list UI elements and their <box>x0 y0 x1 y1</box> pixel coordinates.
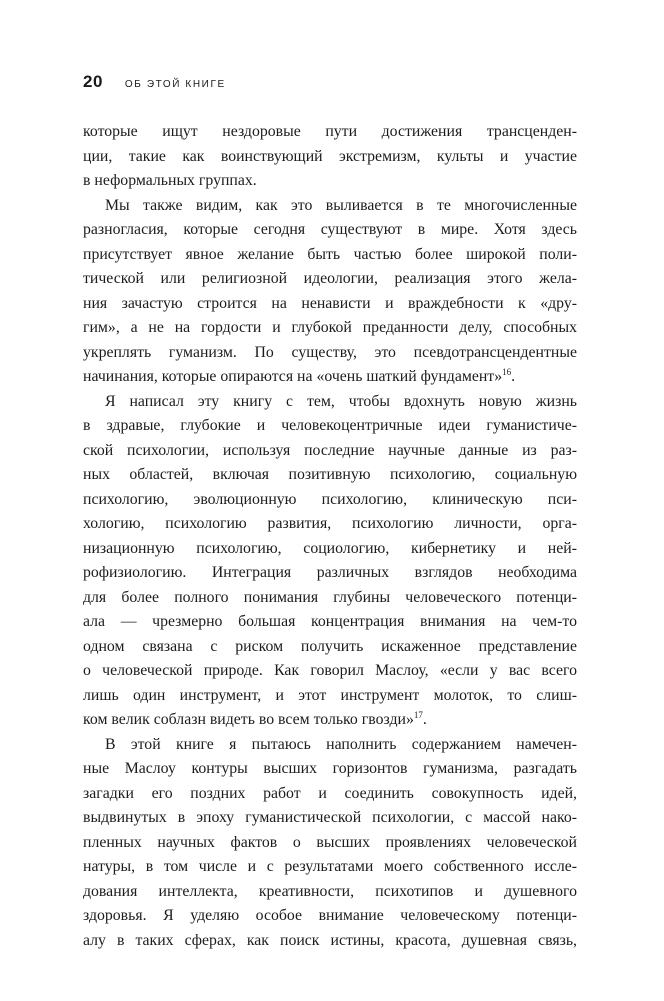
running-head <box>83 72 226 92</box>
text-line: психологию, эволюционную психологию, клиническую пси- <box>83 490 577 508</box>
text-line-content: ком велик соблазн видеть во всем только гвозди» <box>83 711 414 728</box>
text-line <box>83 365 577 390</box>
text-line: которые ищут нездоровые пути достижения трансценден- <box>83 123 577 140</box>
text-line <box>83 708 577 733</box>
text-line-tail: . <box>422 711 427 728</box>
text-line: пленных научных фактов о высших проявлениях человеческой <box>83 833 577 851</box>
paragraph-2 <box>83 194 577 390</box>
footnote-ref-16[interactable]: 16 <box>502 367 512 377</box>
text-line: укреплять гуманизм. По существу, это псевдотрансцендентные <box>83 343 577 361</box>
text-line: Я написал эту книгу с тем, чтобы вдохнуть новую жизнь <box>105 392 577 410</box>
text-line: присутствует явное желание быть частью более широкой поли- <box>83 245 577 263</box>
text-line-tail: . <box>511 368 516 385</box>
footnote-ref-17[interactable]: 17 <box>413 710 423 720</box>
text-line: выдвинутых в эпоху гуманистической психологии, с массой нако- <box>83 809 577 826</box>
text-line: лишь один инструмент, и этот инструмент молоток, то слиш- <box>83 686 577 704</box>
text-line: гим», а не на гордости и глубокой преданности делу, способных <box>83 319 577 336</box>
text-line: разногласия, которые сегодня существуют в мире. Хотя здесь <box>83 221 577 238</box>
text-line: в здравые, глубокие и человекоцентричные идеи гуманистиче- <box>83 417 577 434</box>
text-line: ала — чрезмерно большая концентрация внимания на чем-то <box>83 613 577 630</box>
body-text <box>83 120 577 953</box>
text-line: дования интеллекта, креативности, психотипов и душевного <box>83 882 577 900</box>
text-line: ской психологии, используя последние научные данные из раз- <box>83 441 577 459</box>
text-line: для более полного понимания глубины человеческого потенци- <box>83 588 577 606</box>
text-line: загадки его поздних работ и соединить совокупность идей, <box>83 784 577 802</box>
page-number: 20 <box>83 72 103 91</box>
text-line: в неформальных группах. <box>83 172 257 189</box>
text-line: натуры, в том числе и с результатами моего собственного иссле- <box>83 858 577 875</box>
paragraph-3 <box>83 390 577 733</box>
paragraph-4 <box>83 733 577 954</box>
text-line: ния зачастую строится на ненависти и враждебности к «дру- <box>83 294 577 312</box>
paragraph-1 <box>83 120 577 194</box>
text-line: о человеческой природе. Как говорил Маслоу, «если у вас всего <box>83 662 577 679</box>
text-line: здоровья. Я уделяю особое внимание человеческому потенци- <box>83 907 577 924</box>
text-line: ные Маслоу контуры высших горизонтов гуманизма, разгадать <box>83 760 577 777</box>
text-line: одном связана с риском получить искаженное представление <box>83 637 577 655</box>
text-line: хологию, психологию развития, психологию личности, орга- <box>83 515 577 532</box>
text-line: алу в таких сферах, как поиск истины, красота, душевная связь, <box>83 931 577 949</box>
text-line: низационную психологию, социологию, кибернетику и ней- <box>83 539 577 557</box>
section-title: ОБ ЭТОЙ КНИГЕ <box>124 79 226 90</box>
text-line: рофизиологию. Интеграция различных взглядов необходима <box>83 564 577 581</box>
text-line-content: начинания, которые опираются на «очень шаткий фундамент» <box>83 368 503 385</box>
text-line: ных областей, включая позитивную психологию, социальную <box>83 466 577 483</box>
text-line: ции, такие как воинствующий экстремизм, культы и участие <box>83 147 577 165</box>
text-line: тической или религиозной идеологии, реализация этого жела- <box>83 270 577 287</box>
text-line: В этой книге я пытаюсь наполнить содержанием намечен- <box>105 735 577 753</box>
text-line: Мы также видим, как это выливается в те многочисленные <box>105 196 577 214</box>
